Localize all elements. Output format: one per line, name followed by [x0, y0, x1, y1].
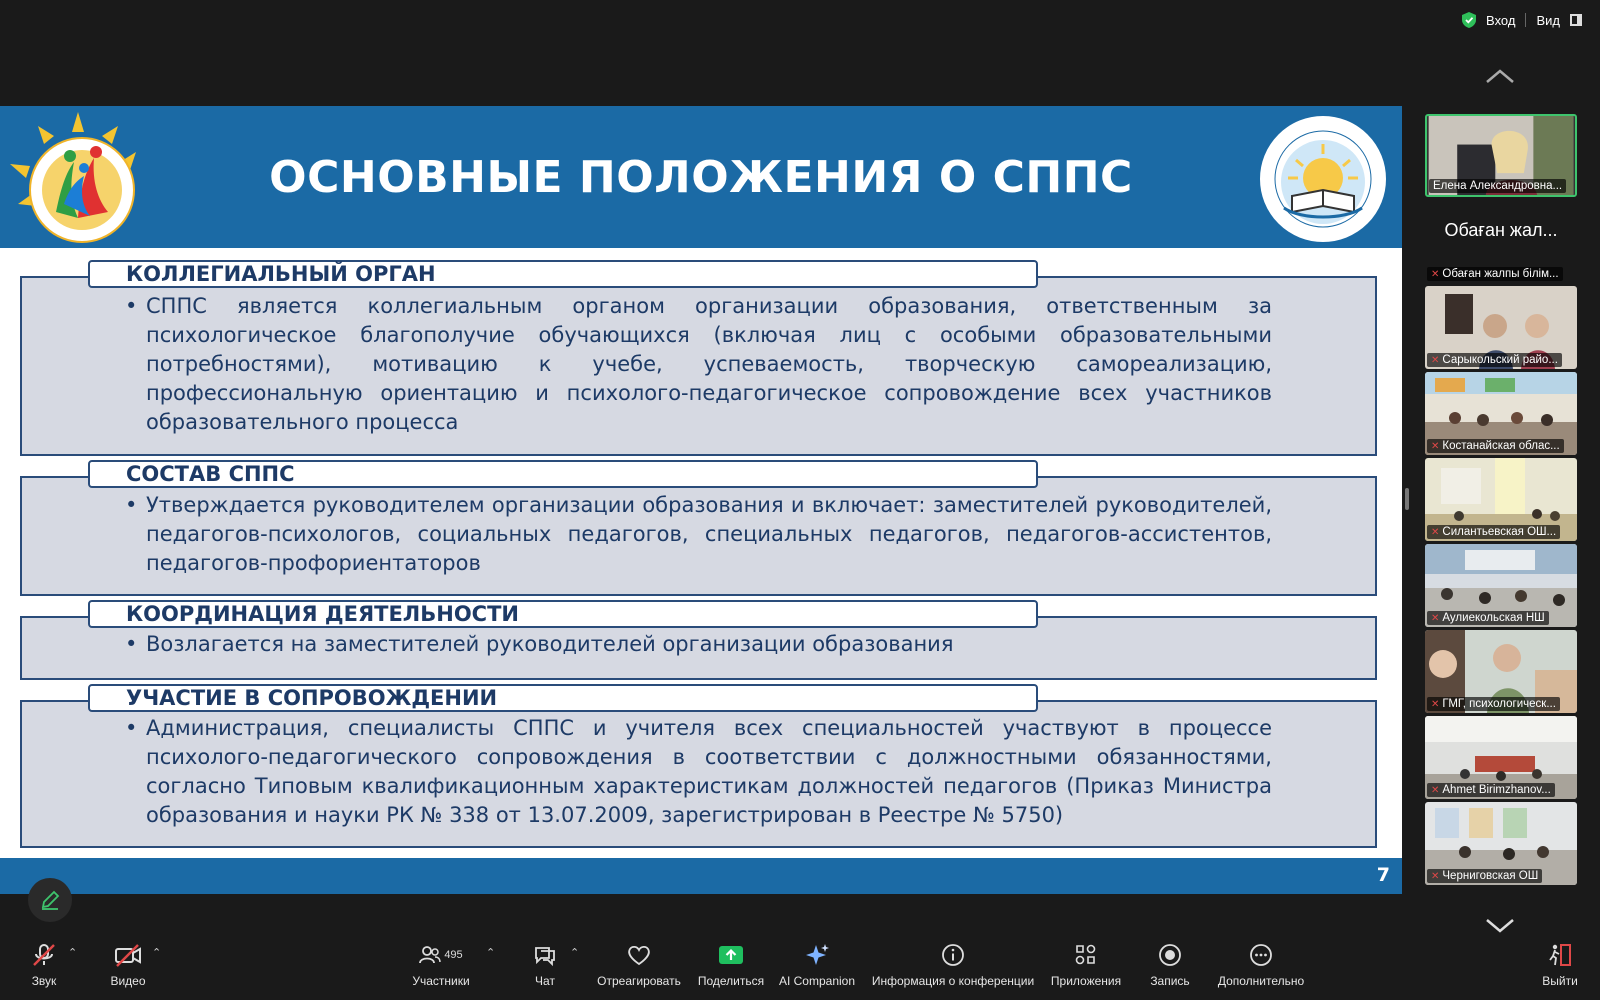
- section-body: Администрация, специалисты СППС и учителя всех специальностей участвуют в процессе психолого-педагогического сопровождения в соответствии с должностными обязанностями, согласно Типовым квалификационным характеристикам должностей педагогов (Приказ Министра образования и науки РК № 338 от 13.07.2009, зарегистрирован в Реестре № 5750): [146, 716, 1272, 827]
- participant-name: Черниговская ОШ: [1442, 870, 1539, 882]
- more-icon: [1249, 943, 1273, 967]
- meeting-info-label: Информация о конференции: [871, 974, 1035, 988]
- video-options-caret-icon[interactable]: ⌃: [152, 947, 162, 959]
- share-button[interactable]: [696, 940, 766, 1000]
- participant-name: Аулиекольская НШ: [1442, 612, 1545, 624]
- participant-tile[interactable]: [1425, 802, 1577, 885]
- shared-slide: [0, 106, 1402, 894]
- section-body: Утверждается руководителем организации образования и включает: заместителей руководителей, педагогов-психологов, социальных педагогов, специальных педагогов, педагогов-ассистентов, педагогов-профориентаторов: [146, 493, 1272, 575]
- sparkle-icon: [804, 942, 830, 968]
- participant-name: Сарыкольский райо...: [1442, 354, 1558, 366]
- participant-tile[interactable]: [1425, 716, 1577, 799]
- login-label[interactable]: Вход: [1486, 12, 1516, 28]
- react-label: Отреагировать: [597, 974, 681, 988]
- chat-button[interactable]: [530, 940, 560, 1000]
- muted-mic-icon: ✕: [1431, 698, 1440, 710]
- ai-companion-label: AI Companion: [778, 974, 856, 988]
- apps-button[interactable]: [1048, 940, 1124, 1000]
- heart-icon: [627, 944, 651, 966]
- leave-door-icon: [1547, 942, 1573, 968]
- participant-tile[interactable]: [1425, 286, 1577, 369]
- share-screen-icon: [718, 944, 744, 966]
- video-off-icon: [114, 942, 142, 968]
- record-icon: [1158, 943, 1182, 967]
- muted-mic-icon: ✕: [1431, 354, 1440, 366]
- share-label: Поделиться: [697, 974, 765, 988]
- participant-name-label: [1427, 869, 1542, 883]
- participant-name: Обаған жалпы білім...: [1442, 268, 1559, 280]
- audio-button[interactable]: [24, 940, 64, 1000]
- muted-mic-icon: ✕: [1431, 268, 1440, 280]
- chat-options-caret-icon[interactable]: ⌃: [570, 947, 580, 959]
- security-shield-icon[interactable]: [1462, 12, 1476, 28]
- section-text-collegial: [125, 292, 1272, 437]
- record-label: Запись: [1150, 974, 1190, 988]
- participants-label: Участники: [412, 974, 470, 988]
- top-bar: [0, 0, 1600, 46]
- apps-label: Приложения: [1050, 974, 1122, 988]
- participant-name-label: [1427, 697, 1560, 711]
- muted-mic-icon: ✕: [1431, 784, 1440, 796]
- participant-tile[interactable]: [1425, 372, 1577, 455]
- participants-options-caret-icon[interactable]: ⌃: [486, 947, 496, 959]
- bullet: •: [125, 716, 138, 740]
- apps-icon: [1074, 943, 1098, 967]
- section-heading-coordination: КООРДИНАЦИЯ ДЕЯТЕЛЬНОСТИ: [88, 600, 1038, 628]
- view-label[interactable]: Вид: [1536, 12, 1560, 28]
- participant-name: Костанайская облас...: [1442, 440, 1560, 452]
- slide-title: ОСНОВНЫЕ ПОЛОЖЕНИЯ О СППС: [269, 151, 1133, 203]
- info-icon: [941, 943, 965, 967]
- muted-mic-icon: ✕: [1431, 870, 1440, 882]
- view-layout-icon[interactable]: [1570, 14, 1582, 26]
- more-button[interactable]: [1216, 940, 1306, 1000]
- participant-name-label: [1427, 439, 1564, 453]
- chat-label: Чат: [535, 974, 555, 988]
- section-body: СППС является коллегиальным органом организации образования, ответственным за психологическое благополучие обучающихся (включая лиц с особыми образовательными потребностями), мотивацию к учебе, успеваемость, творческую самореализацию, профессиональную ориентацию и психолого-педагогическое сопровождение всех участников образовательного процесса: [146, 294, 1272, 434]
- section-heading-support: УЧАСТИЕ В СОПРОВОЖДЕНИИ: [88, 684, 1038, 712]
- splitter-handle[interactable]: [1405, 488, 1409, 510]
- video-label: Видео: [110, 974, 146, 988]
- annotate-button[interactable]: [28, 878, 72, 922]
- participants-count: 495: [444, 949, 463, 961]
- participant-name-label: [1427, 267, 1563, 281]
- participants-button[interactable]: [408, 940, 474, 1000]
- top-bar-right: [1462, 12, 1582, 28]
- muted-mic-icon: [31, 942, 57, 968]
- scroll-up-chevron-icon[interactable]: [1485, 68, 1515, 84]
- participant-name-label: [1427, 353, 1562, 367]
- pencil-icon: [39, 889, 61, 911]
- divider: [1525, 13, 1526, 27]
- audio-label: Звук: [31, 974, 57, 988]
- education-department-seal: [1256, 112, 1390, 246]
- section-heading-composition: СОСТАВ СППС: [88, 460, 1038, 488]
- participant-display-name: Обаған жал...: [1444, 220, 1558, 240]
- participant-name: Силантьевская ОШ...: [1442, 526, 1557, 538]
- muted-mic-icon: ✕: [1431, 612, 1440, 624]
- participant-name-label: [1429, 179, 1566, 193]
- muted-mic-icon: ✕: [1431, 440, 1440, 452]
- participant-name-label: [1427, 783, 1555, 797]
- section-text-coordination: [125, 630, 1272, 659]
- video-button[interactable]: [106, 940, 150, 1000]
- participant-name: Ahmet Birimzhanov...: [1442, 784, 1551, 796]
- slide-footer: [0, 858, 1402, 894]
- participant-name: ГМГ, психологическ...: [1442, 698, 1556, 710]
- section-heading-collegial: КОЛЛЕГИАЛЬНЫЙ ОРГАН: [88, 260, 1038, 288]
- section-text-support: [125, 714, 1272, 830]
- leave-label: Выйти: [1542, 974, 1578, 988]
- react-button[interactable]: [594, 940, 684, 1000]
- participant-tile[interactable]: [1425, 458, 1577, 541]
- meeting-info-button[interactable]: [868, 940, 1038, 1000]
- more-label: Дополнительно: [1217, 974, 1305, 988]
- bullet: •: [125, 493, 138, 517]
- participant-tile[interactable]: [1425, 114, 1577, 197]
- participant-tile[interactable]: [1425, 200, 1577, 283]
- section-text-composition: [125, 491, 1272, 578]
- participants-icon: [419, 944, 441, 966]
- participant-name-label: [1427, 611, 1549, 625]
- ai-companion-button[interactable]: [776, 940, 858, 1000]
- chat-icon: [533, 943, 557, 967]
- participant-name-label: [1427, 525, 1560, 539]
- scroll-down-chevron-icon[interactable]: [1485, 918, 1515, 934]
- participant-name: Елена Александровна...: [1433, 180, 1563, 192]
- leave-button[interactable]: [1542, 940, 1578, 1000]
- section-body: Возлагается на заместителей руководителей организации образования: [146, 632, 954, 656]
- audio-options-caret-icon[interactable]: ⌃: [68, 947, 78, 959]
- bullet: •: [125, 632, 138, 656]
- muted-mic-icon: ✕: [1431, 526, 1440, 538]
- participant-tile[interactable]: [1425, 544, 1577, 627]
- record-button[interactable]: [1146, 940, 1194, 1000]
- participant-tile[interactable]: [1425, 630, 1577, 713]
- bullet: •: [125, 294, 138, 318]
- page-number: 7: [1376, 864, 1390, 886]
- meeting-toolbar: [0, 940, 1600, 1000]
